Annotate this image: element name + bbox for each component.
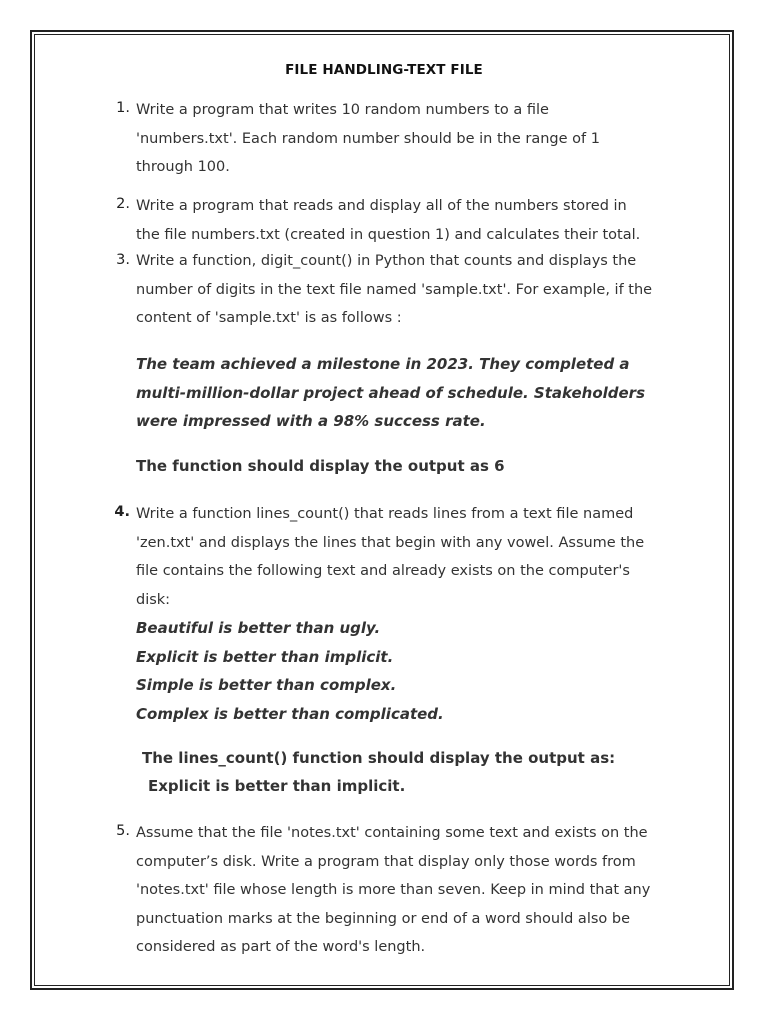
question-4-line-3: file contains the following text and already exists on the computer's bbox=[136, 563, 630, 579]
zen-line-4: Complex is better than complicated. bbox=[136, 704, 444, 723]
question-3-text bbox=[136, 247, 652, 333]
question-5-line-3: 'notes.txt' file whose length is more than seven. Keep in mind that any bbox=[136, 882, 651, 898]
question-3-number: 3. bbox=[116, 252, 130, 268]
question-4-output-value: Explicit is better than implicit. bbox=[148, 777, 406, 795]
sample-line-2: multi-million-dollar project ahead of schedule. Stakeholders bbox=[136, 383, 646, 402]
question-5-line-1: Assume that the file 'notes.txt' containing some text and exists on the bbox=[136, 825, 648, 841]
question-1-line-1: Write a program that writes 10 random numbers to a file bbox=[136, 102, 549, 118]
sample-line-1: The team achieved a milestone in 2023. They completed a bbox=[136, 355, 630, 373]
zen-line-3: Simple is better than complex. bbox=[136, 676, 397, 694]
question-5-line-5: considered as part of the word's length. bbox=[136, 939, 426, 955]
question-5-line-2: computer’s disk. Write a program that display only those words from bbox=[136, 853, 636, 870]
question-2-number: 2. bbox=[116, 196, 130, 212]
question-3-line-3: content of 'sample.txt' is as follows : bbox=[136, 310, 402, 326]
question-1-text bbox=[136, 96, 600, 182]
question-3-line-2: number of digits in the text file named 'sample.txt'. For example, if the bbox=[136, 281, 653, 298]
zen-line-2: Explicit is better than implicit. bbox=[136, 647, 394, 666]
page-title: FILE HANDLING-TEXT FILE bbox=[285, 62, 483, 78]
question-4-sample-text bbox=[136, 614, 444, 728]
question-4-line-2: 'zen.txt' and displays the lines that begin with any vowel. Assume the bbox=[136, 534, 645, 551]
question-3-output: The function should display the output as 6 bbox=[136, 457, 505, 475]
question-3-line-1: Write a function, digit_count() in Python that counts and displays the bbox=[136, 253, 637, 269]
question-1-line-3: through 100. bbox=[136, 159, 230, 175]
question-2-line-2: the file numbers.txt (created in question 1) and calculates their total. bbox=[136, 226, 641, 243]
question-1-number: 1. bbox=[116, 100, 130, 116]
question-2-line-1: Write a program that reads and display all of the numbers stored in bbox=[136, 198, 627, 214]
question-5-line-4: punctuation marks at the beginning or end of a word should also be bbox=[136, 910, 631, 927]
question-4-line-4: disk: bbox=[136, 591, 171, 608]
question-4-line-1: Write a function lines_count() that reads lines from a text file named bbox=[136, 506, 634, 522]
zen-line-1: Beautiful is better than ugly. bbox=[136, 619, 381, 637]
question-5-number: 5. bbox=[116, 823, 130, 839]
question-4-text bbox=[136, 500, 644, 614]
question-1-line-2: 'numbers.txt'. Each random number should be in the range of 1 bbox=[136, 130, 600, 147]
question-2-text bbox=[136, 192, 640, 249]
question-4-number: 4. bbox=[114, 504, 130, 520]
sample-line-3: were impressed with a 98% success rate. bbox=[136, 412, 486, 430]
question-5-text bbox=[136, 819, 650, 962]
question-4-output-label: The lines_count() function should display the output as: bbox=[142, 749, 616, 767]
question-3-sample-text bbox=[136, 350, 645, 436]
